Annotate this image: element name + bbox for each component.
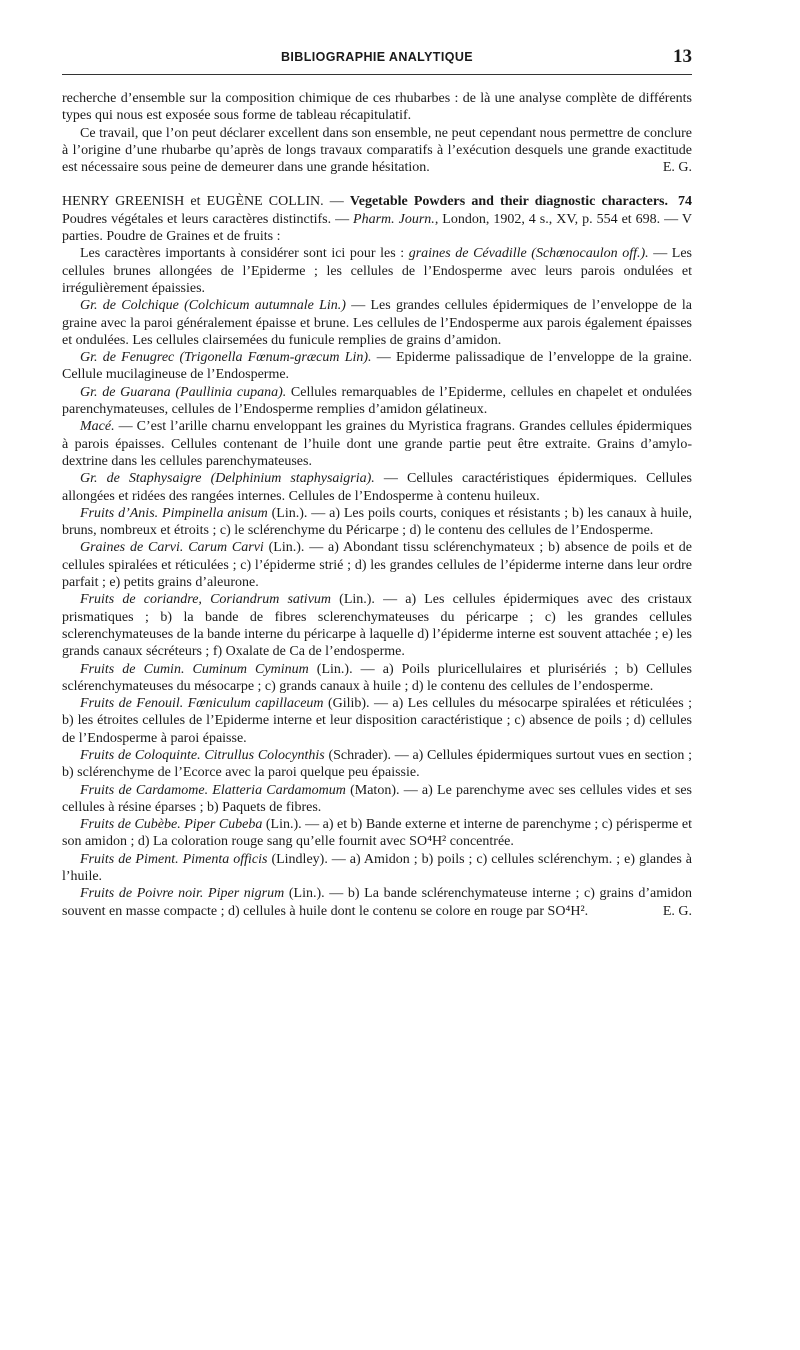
reference-journal: Pharm. Journ. — [353, 211, 435, 227]
entry-text: — Les grandes cellules épidermiques de l’enveloppe de la graine avec la paroi généralement épaisse et brune. Les cellules de l’Endosperme aux parois également épaisses et ondulées. Les cellules clairsemées du funicule remplies de grains d’amidon. — [62, 298, 693, 348]
reference-title: Vegetable Powders and their diagnostic characters. — [349, 194, 668, 210]
reference-heading — [62, 193, 692, 245]
page-number: 13 — [673, 46, 692, 67]
reference-authors: HENRY GREENISH et EUGÈNE COLLIN. — — [62, 194, 350, 210]
header-rule — [62, 74, 692, 75]
entry-label: Gr. de Staphysaigre (Delphinium staphysaigria). — [80, 471, 375, 487]
entry-anis — [62, 505, 692, 540]
entry-text: — Cellules caractéristiques épidermiques. Cellules allongées et ridées des rangées internes. Cellules de l’Endosperme à contenu huileux. — [62, 471, 692, 504]
entry-carvi — [62, 539, 692, 591]
entry-text: (Schrader). — a) Cellules épidermiques surtout vues en section ; b) sclérenchyme de l’Ecorce avec la paroi quelque peu épaissie. — [62, 747, 692, 781]
entry-label: Gr. de Colchique (Colchicum autumnale Lin.) — [80, 298, 346, 314]
entry-label: Graines de Carvi. Carum Carvi — [80, 540, 264, 556]
running-title: BIBLIOGRAPHIE ANALYTIQUE — [280, 50, 474, 64]
entry-text: (Lin.). — a) Poils pluricellulaires et plurisériés ; b) Cellules sclérenchymateuses du mésocarpe ; c) grands canaux à huile ; d) le contenu des cellules de l’endosperme. — [62, 661, 692, 694]
entry-text: (Maton). — a) Le parenchyme avec ses cellules vides et ses cellules à résine éparses ; b) Paquets de fibres. — [62, 782, 692, 815]
entry-staphysaigre — [62, 470, 692, 505]
intro-paragraph-2-text: Ce travail, que l’on peut déclarer excellent dans son ensemble, ne peut cependant nous permettre de conclure à l’origine d’une rhubarbe qu’après de longs travaux comparatifs à l’exécution desquels une grande exactitude est nécessaire sous peine de demeurer dans une grande hésitation. — [62, 125, 692, 176]
entry-label: Fruits de Poivre noir. Piper nigrum — [80, 886, 285, 902]
entry-text: Cellules remarquables de l’Epiderme, cellules en chapelet et ondulées parenchymateuses, cellules de l’Endosperme remplies d’amidon gélatineux. — [62, 384, 692, 418]
entry-label: Fruits de Piment. Pimenta officis — [80, 851, 268, 867]
entry-text: (Lin.). — a) Les cellules épidermiques avec des cristaux prismatiques ; b) la bande de fibres sclerenchymateuses du péricarpe ; c) les grandes cellules sclerenchymateuses de la bande interne du péricarpe à laquelle d) l’épiderme interne est souvent attachée ; e) les grands canaux sécréteurs ; f) Oxalate de Ca de l’endosperme. — [62, 592, 693, 660]
entry-label: Fruits d’Anis. Pimpinella anisum — [80, 505, 268, 521]
entry-text: (Lin.). — a) Les poils courts, coniques et résistants ; b) les canaux à huile, bruns, nombreux et étroits ; c) le sclérenchyme du Péricarpe ; d) le contenu des cellules de l’Endosperme. — [62, 505, 692, 539]
entry-piment — [62, 851, 692, 886]
entry-fenouil — [62, 695, 692, 747]
entry-label: Gr. de Fenugrec (Trigonella Fœnum-græcum Lin). — [80, 350, 372, 366]
entry-coriandre — [62, 591, 692, 660]
entry-text: — Epiderme palissadique de l’enveloppe de la graine. Cellule mucilagineuse de l’Endosperme. — [62, 350, 692, 383]
entry-label: Fruits de Cubèbe. Piper Cubeba — [80, 817, 263, 833]
entry-cevadille — [62, 245, 692, 297]
entry-coloquinte — [62, 747, 692, 782]
entry-text: — C’est l’arille charnu enveloppant les graines du Myristica fragrans. Grandes cellules épidermiques à parois épaisses. Cellules contenant de l’huile dont une grande partie peut être extraite. Grains d’amylo-dextrine dans les cellules parenchymateuses. — [62, 419, 692, 469]
entry-text: (Gilib). — a) Les cellules du mésocarpe spiralées et réticulées ; b) les étroites cellules de l’Epiderme interne et leur disposition caractéristique ; c) absence de poils ; d) cellules de l’Endosperme à paroi épaisse. — [62, 696, 692, 746]
reference-translation: Poudres végétales et leurs caractères distinctifs. — — [62, 211, 354, 227]
intro-paragraph-1: recherche d’ensemble sur la composition chimique de ces rhubarbes : de là une analyse complète de différents types qui nous est exposée sous forme de tableau récapitulatif. — [62, 91, 692, 124]
entry-cumin — [62, 661, 692, 696]
entry-guarana — [62, 384, 692, 419]
entry-cubebe — [62, 816, 692, 851]
entry-poivre-noir — [62, 885, 692, 920]
entry-text: — Les cellules brunes allongées de l’Epiderme ; les cellules de l’Endosperme avec leurs parois ondulées et irrégulièrement épaissies. — [62, 246, 692, 296]
reference-number: 74 — [678, 194, 692, 210]
entry-text: (Lin.). — a) Abondant tissu sclérenchymateux ; b) absence de poils et de cellules spiralées et réticulées ; c) l’épiderme strié ; d) les grandes cellules de l’épiderme interne dans leur ordre parfait ; e) petits grains d’aleurone. — [62, 540, 693, 591]
entry-label: Gr. de Guarana (Paullinia cupana). — [80, 384, 287, 400]
entry-text: (Lindley). — a) Amidon ; b) poils ; c) cellules sclérenchym. ; e) glandes à l’huile. — [62, 851, 692, 885]
entry-label: Fruits de Fenouil. Fœniculum capillaceum — [80, 696, 324, 712]
entry-text: (Lin.). — b) La bande sclérenchymateuse interne ; c) grains d’amidon souvent en masse compacte ; d) cellules à huile dont le contenu se colore en rouge par SO⁴H². — [62, 886, 693, 919]
entry-fenugrec — [62, 349, 692, 384]
reference-details: , London, 1902, 4 s., XV, p. 554 et 698. — V parties. Poudre de Graines et de fruits : — [62, 211, 692, 245]
entry-label: graines de Cévadille (Schœnocaulon off.). — [408, 246, 649, 262]
entry-cardamome — [62, 782, 692, 817]
entry-mace — [62, 418, 692, 470]
entry-colchique — [62, 297, 692, 349]
entry-label: Fruits de Cumin. Cuminum Cyminum — [80, 661, 309, 677]
entry-label: Fruits de coriandre, Coriandrum sativum — [80, 592, 332, 608]
intro-paragraph-2 — [62, 125, 692, 177]
entry-label: Fruits de Coloquinte. Citrullus Colocynthis — [80, 747, 325, 763]
entry-intro: Les caractères importants à considérer sont ici pour les : — [80, 246, 409, 262]
intro-signature: E. G. — [662, 160, 692, 176]
entry-label: Macé. — [80, 419, 115, 435]
page-body — [62, 90, 692, 920]
entry-text: (Lin.). — a) et b) Bande externe et interne de parenchyme ; c) périsperme et son amidon ; d) La coloration rouge sang qu’elle fournit avec SO⁴H² concentrée. — [62, 817, 692, 850]
page-header — [62, 46, 692, 72]
closing-signature: E. G. — [662, 903, 692, 919]
entry-label: Fruits de Cardamome. Elatteria Cardamomum — [80, 782, 346, 798]
